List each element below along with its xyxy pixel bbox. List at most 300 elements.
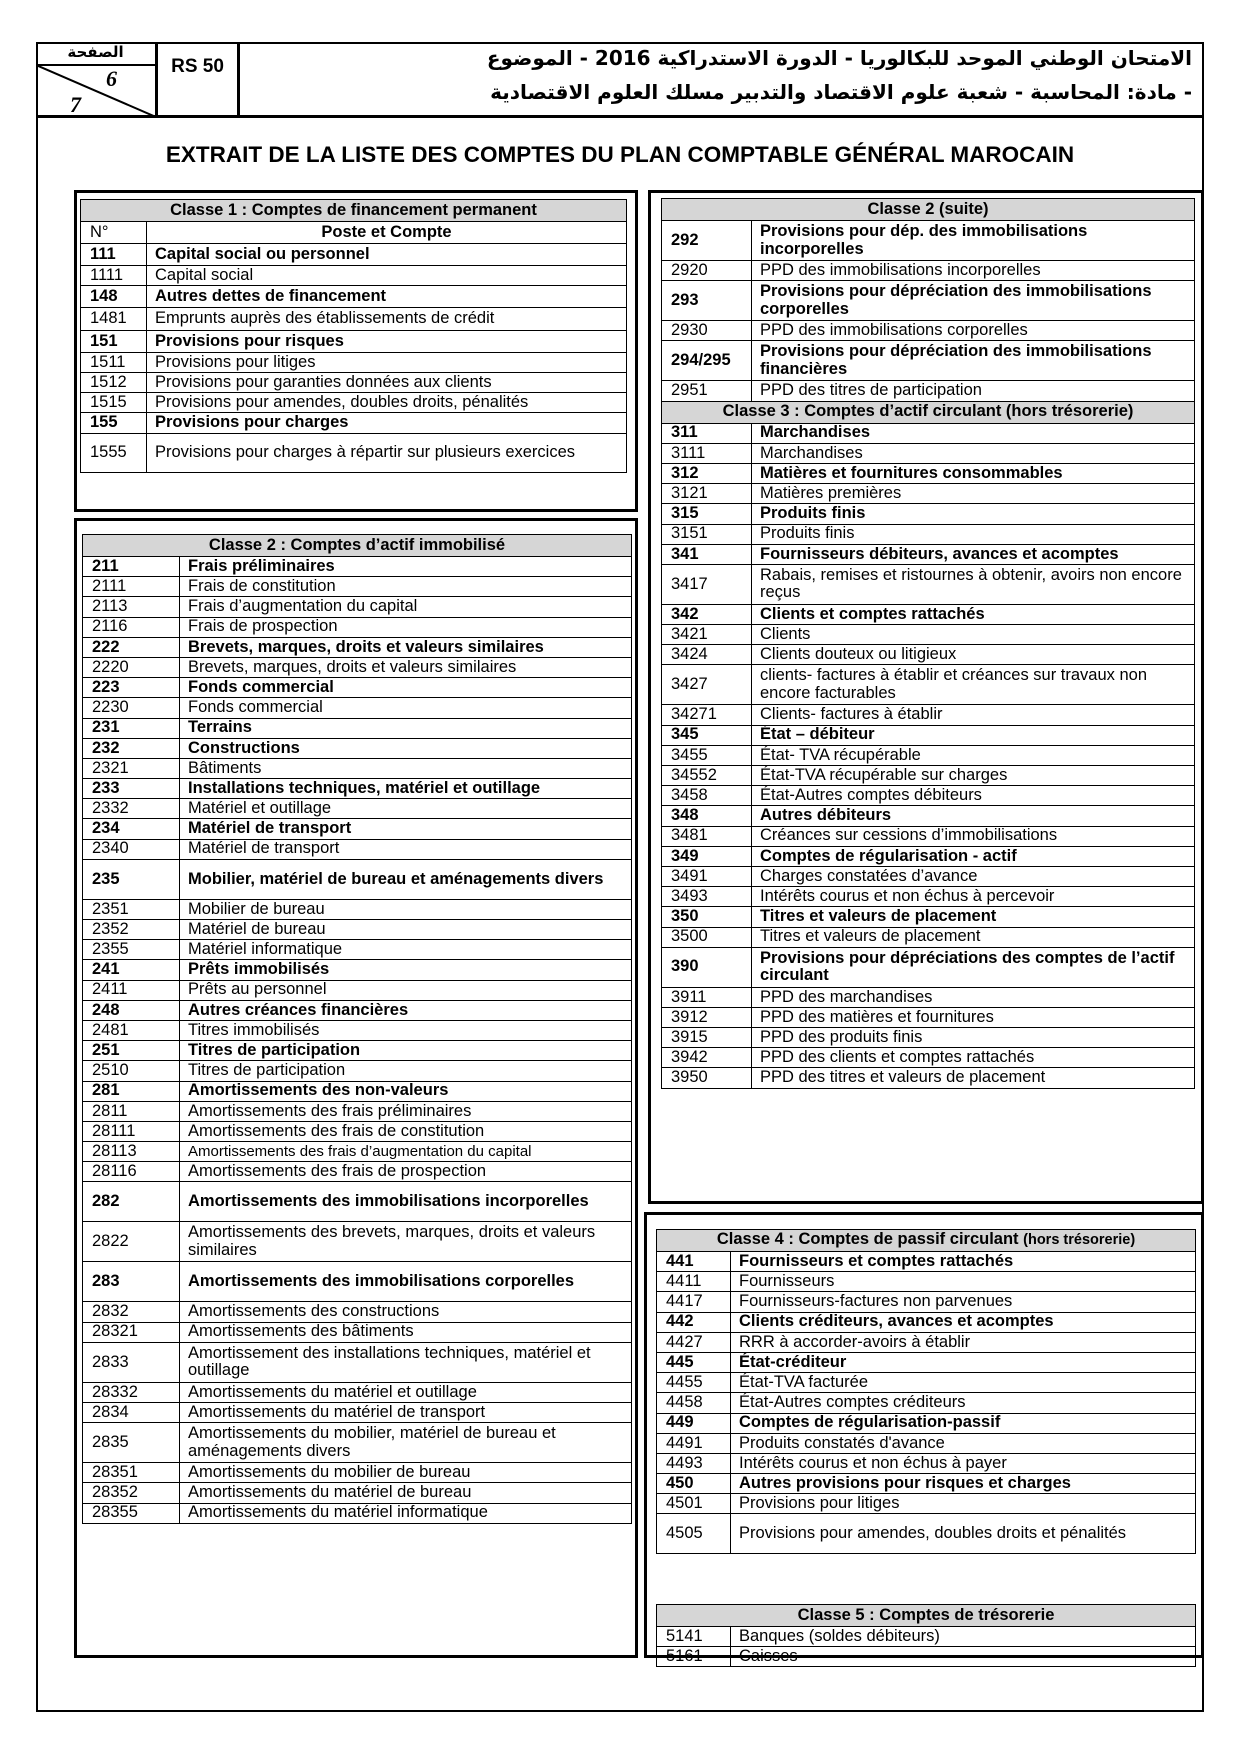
account-code: 3912 xyxy=(662,1007,752,1027)
account-row xyxy=(662,705,1195,725)
account-row xyxy=(83,779,632,799)
account-code: 1515 xyxy=(81,393,147,413)
account-code: 3493 xyxy=(662,887,752,907)
account-row xyxy=(81,244,627,266)
account-name: Matériel informatique xyxy=(180,940,632,960)
class2-box xyxy=(74,518,638,1658)
account-row xyxy=(657,1332,1196,1352)
account-row xyxy=(662,281,1195,321)
exam-code: RS 50 xyxy=(158,42,240,116)
account-row xyxy=(83,799,632,819)
account-name: Provisions pour dépréciation des immobilisations financières xyxy=(752,341,1195,381)
account-code: 148 xyxy=(81,286,147,308)
account-name: Provisions pour amendes, doubles droits, pénalités xyxy=(147,393,627,413)
account-row xyxy=(657,1292,1196,1312)
account-name: Autres provisions pour risques et charges xyxy=(731,1474,1196,1494)
account-name: Fournisseurs-factures non parvenues xyxy=(731,1292,1196,1312)
account-code: 1111 xyxy=(81,266,147,286)
account-row xyxy=(83,1342,632,1382)
account-code: 1555 xyxy=(81,434,147,473)
account-code: 3455 xyxy=(662,745,752,765)
account-code: 28321 xyxy=(83,1322,180,1342)
account-name: Frais de constitution xyxy=(180,577,632,597)
account-name: Produits finis xyxy=(752,504,1195,524)
account-code: 28111 xyxy=(83,1121,180,1141)
account-row xyxy=(83,1101,632,1121)
account-name: Provisions pour litiges xyxy=(147,353,627,373)
account-row xyxy=(83,1503,632,1523)
account-row xyxy=(83,1222,632,1262)
account-row xyxy=(83,940,632,960)
account-name: Amortissements des frais d’augmentation du capital xyxy=(180,1142,632,1162)
account-name: État-TVA récupérable sur charges xyxy=(752,766,1195,786)
account-name: RRR à accorder-avoirs à établir xyxy=(731,1332,1196,1352)
account-row xyxy=(657,1433,1196,1453)
account-code: 232 xyxy=(83,738,180,758)
account-code: 4458 xyxy=(657,1393,731,1413)
account-row xyxy=(662,463,1195,483)
account-name: Constructions xyxy=(180,738,632,758)
account-row xyxy=(83,1041,632,1061)
account-row xyxy=(83,577,632,597)
account-code: 233 xyxy=(83,779,180,799)
account-row xyxy=(657,1647,1196,1667)
account-code: 3121 xyxy=(662,484,752,504)
account-name: Clients xyxy=(752,625,1195,645)
account-code: 2811 xyxy=(83,1101,180,1121)
account-name: Capital social xyxy=(147,266,627,286)
account-row xyxy=(662,947,1195,987)
page-label: الصفحة xyxy=(67,43,124,61)
class5-table xyxy=(656,1604,1196,1667)
account-row xyxy=(83,597,632,617)
account-code: 445 xyxy=(657,1352,731,1372)
account-row xyxy=(83,1262,632,1302)
account-code: 4501 xyxy=(657,1494,731,1514)
page-total: 7 xyxy=(70,92,81,116)
exam-subject-arabic: - مادة: المحاسبة - شعبة علوم الاقتصاد والتدبير مسلك العلوم الاقتصادية xyxy=(490,80,1192,104)
account-name: Titres et valeurs de placement xyxy=(752,907,1195,927)
class3-box xyxy=(648,190,1204,1204)
account-code: 3942 xyxy=(662,1048,752,1068)
account-row xyxy=(83,1000,632,1020)
account-code: 2481 xyxy=(83,1020,180,1040)
account-name: Amortissements des non-valeurs xyxy=(180,1081,632,1101)
account-row xyxy=(662,987,1195,1007)
class2-title: Classe 2 : Comptes d’actif immobilisé xyxy=(83,535,632,557)
account-name: Capital social ou personnel xyxy=(147,244,627,266)
account-code: 348 xyxy=(662,806,752,826)
account-name: Intérêts courus et non échus à payer xyxy=(731,1453,1196,1473)
account-name: Caisses xyxy=(731,1647,1196,1667)
account-code: 4493 xyxy=(657,1453,731,1473)
account-code: 251 xyxy=(83,1041,180,1061)
account-row xyxy=(662,907,1195,927)
account-name: Clients- factures à établir xyxy=(752,705,1195,725)
account-code: 4491 xyxy=(657,1433,731,1453)
account-code: 234 xyxy=(83,819,180,839)
account-row xyxy=(657,1352,1196,1372)
account-name: PPD des produits finis xyxy=(752,1028,1195,1048)
account-name: Banques (soldes débiteurs) xyxy=(731,1627,1196,1647)
account-code: 248 xyxy=(83,1000,180,1020)
account-name: État – débiteur xyxy=(752,725,1195,745)
account-row xyxy=(83,960,632,980)
account-row xyxy=(662,866,1195,886)
account-row xyxy=(83,819,632,839)
account-row xyxy=(83,557,632,577)
account-code: 441 xyxy=(657,1252,731,1272)
account-name: État- TVA récupérable xyxy=(752,745,1195,765)
account-row xyxy=(662,504,1195,524)
account-code: 2411 xyxy=(83,980,180,1000)
account-name: Fonds commercial xyxy=(180,698,632,718)
account-row xyxy=(662,645,1195,665)
account-name: Amortissements du mobilier, matériel de bureau et aménagements divers xyxy=(180,1423,632,1463)
account-code: 223 xyxy=(83,678,180,698)
account-name: État-créditeur xyxy=(731,1352,1196,1372)
account-name: PPD des immobilisations incorporelles xyxy=(752,261,1195,281)
account-name: Titres de participation xyxy=(180,1041,632,1061)
account-row xyxy=(83,899,632,919)
class3-title: Classe 3 : Comptes d’actif circulant (hors trésorerie) xyxy=(662,401,1195,423)
account-row xyxy=(83,637,632,657)
account-row xyxy=(662,1028,1195,1048)
account-row xyxy=(81,266,627,286)
account-row xyxy=(662,786,1195,806)
account-name: Fournisseurs et comptes rattachés xyxy=(731,1252,1196,1272)
account-row xyxy=(81,308,627,331)
account-row xyxy=(83,617,632,637)
account-code: 2116 xyxy=(83,617,180,637)
account-code: 28352 xyxy=(83,1483,180,1503)
account-code: 2920 xyxy=(662,261,752,281)
account-row xyxy=(662,665,1195,705)
account-row xyxy=(662,604,1195,624)
account-name: PPD des matières et fournitures xyxy=(752,1007,1195,1027)
account-row xyxy=(83,1142,632,1162)
account-code: 2332 xyxy=(83,799,180,819)
account-name: Brevets, marques, droits et valeurs similaires xyxy=(180,657,632,677)
account-name: Amortissements du matériel de transport xyxy=(180,1403,632,1423)
account-name: Installations techniques, matériel et outillage xyxy=(180,779,632,799)
account-row xyxy=(83,718,632,738)
account-name: Provisions pour dépréciations des comptes de l’actif circulant xyxy=(752,947,1195,987)
account-row xyxy=(662,341,1195,381)
class1-title: Classe 1 : Comptes de financement permanent xyxy=(81,200,627,222)
account-name: PPD des titres et valeurs de placement xyxy=(752,1068,1195,1088)
account-code: 2321 xyxy=(83,758,180,778)
account-row xyxy=(657,1514,1196,1554)
class4-box xyxy=(644,1212,1204,1666)
account-row xyxy=(662,443,1195,463)
account-name: Clients douteux ou litigieux xyxy=(752,645,1195,665)
account-row xyxy=(662,806,1195,826)
account-name: Provisions pour amendes, doubles droits et pénalités xyxy=(731,1514,1196,1554)
account-code: 3950 xyxy=(662,1068,752,1088)
account-row xyxy=(662,544,1195,564)
account-name: Brevets, marques, droits et valeurs similaires xyxy=(180,637,632,657)
account-name: Amortissements des bâtiments xyxy=(180,1322,632,1342)
class5-title: Classe 5 : Comptes de trésorerie xyxy=(657,1605,1196,1627)
account-name: Provisions pour garanties données aux clients xyxy=(147,373,627,393)
account-code: 34271 xyxy=(662,705,752,725)
account-name: Autres dettes de financement xyxy=(147,286,627,308)
account-name: Provisions pour dépréciation des immobilisations corporelles xyxy=(752,281,1195,321)
account-name: Amortissements du mobilier de bureau xyxy=(180,1463,632,1483)
account-name: Amortissements des immobilisations corporelles xyxy=(180,1262,632,1302)
account-name: Autres débiteurs xyxy=(752,806,1195,826)
class1-box xyxy=(74,190,638,512)
class2-table xyxy=(82,534,632,1524)
account-name: Clients et comptes rattachés xyxy=(752,604,1195,624)
page-current: 6 xyxy=(106,66,117,91)
col-code-header: N° xyxy=(81,222,147,244)
account-row xyxy=(81,434,627,473)
account-row xyxy=(83,1423,632,1463)
account-name: Amortissements des frais de constitution xyxy=(180,1121,632,1141)
account-code: 2220 xyxy=(83,657,180,677)
account-name: Clients créditeurs, avances et acomptes xyxy=(731,1312,1196,1332)
account-row xyxy=(662,1048,1195,1068)
account-code: 3111 xyxy=(662,443,752,463)
account-code: 2835 xyxy=(83,1423,180,1463)
account-code: 293 xyxy=(662,281,752,321)
account-name: Amortissements des frais de prospection xyxy=(180,1162,632,1182)
account-code: 2822 xyxy=(83,1222,180,1262)
account-code: 2230 xyxy=(83,698,180,718)
account-name: Titres et valeurs de placement xyxy=(752,927,1195,947)
account-code: 28116 xyxy=(83,1162,180,1182)
account-name: État-Autres comptes débiteurs xyxy=(752,786,1195,806)
class4-title-suffix: (hors trésorerie) xyxy=(1023,1232,1136,1249)
account-row xyxy=(81,413,627,434)
account-row xyxy=(662,725,1195,745)
account-row xyxy=(81,373,627,393)
account-name: Fournisseurs xyxy=(731,1272,1196,1292)
account-code: 2833 xyxy=(83,1342,180,1382)
account-code: 4427 xyxy=(657,1332,731,1352)
account-name: Matières et fournitures consommables xyxy=(752,463,1195,483)
account-code: 282 xyxy=(83,1182,180,1222)
exam-header xyxy=(36,42,1204,118)
account-code: 3491 xyxy=(662,866,752,886)
page-title: EXTRAIT DE LA LISTE DES COMPTES DU PLAN COMPTABLE GÉNÉRAL MAROCAIN xyxy=(165,142,1075,167)
account-name: Fournisseurs débiteurs, avances et acomptes xyxy=(752,544,1195,564)
account-name: Matières premières xyxy=(752,484,1195,504)
account-code: 3424 xyxy=(662,645,752,665)
account-row xyxy=(81,353,627,373)
account-code: 211 xyxy=(83,557,180,577)
account-row xyxy=(662,423,1195,443)
account-row xyxy=(662,221,1195,261)
account-name: Provisions pour litiges xyxy=(731,1494,1196,1514)
account-name: Titres de participation xyxy=(180,1061,632,1081)
account-name: Fonds commercial xyxy=(180,678,632,698)
account-code: 231 xyxy=(83,718,180,738)
col-name-header: Poste et Compte xyxy=(147,222,627,244)
account-name: Amortissements des frais préliminaires xyxy=(180,1101,632,1121)
account-row xyxy=(657,1413,1196,1433)
account-code: 350 xyxy=(662,907,752,927)
account-row xyxy=(662,745,1195,765)
account-code: 3421 xyxy=(662,625,752,645)
account-code: 4411 xyxy=(657,1272,731,1292)
account-row xyxy=(662,1068,1195,1088)
account-code: 5161 xyxy=(657,1647,731,1667)
account-name: Matériel de bureau xyxy=(180,920,632,940)
account-name: Frais de prospection xyxy=(180,617,632,637)
account-name: Mobilier, matériel de bureau et aménagements divers xyxy=(180,859,632,899)
account-row xyxy=(83,1121,632,1141)
account-name: Amortissement des installations techniques, matériel et outillage xyxy=(180,1342,632,1382)
account-code: 449 xyxy=(657,1413,731,1433)
account-row xyxy=(657,1393,1196,1413)
account-name: PPD des immobilisations corporelles xyxy=(752,321,1195,341)
account-code: 2352 xyxy=(83,920,180,940)
account-code: 3151 xyxy=(662,524,752,544)
account-name: PPD des titres de participation xyxy=(752,381,1195,401)
account-code: 222 xyxy=(83,637,180,657)
account-name: Provisions pour dép. des immobilisations incorporelles xyxy=(752,221,1195,261)
account-name: PPD des clients et comptes rattachés xyxy=(752,1048,1195,1068)
account-row xyxy=(83,1162,632,1182)
account-name: Autres créances financières xyxy=(180,1000,632,1020)
exam-title-arabic: الامتحان الوطني الموحد للبكالوريا - الدورة الاستدراكية 2016 - الموضوع xyxy=(486,46,1192,70)
account-code: 3458 xyxy=(662,786,752,806)
account-code: 442 xyxy=(657,1312,731,1332)
account-code: 155 xyxy=(81,413,147,434)
account-row xyxy=(657,1272,1196,1292)
account-name: État-TVA facturée xyxy=(731,1373,1196,1393)
account-code: 2113 xyxy=(83,597,180,617)
account-row xyxy=(83,1081,632,1101)
account-name: Provisions pour charges à répartir sur plusieurs exercices xyxy=(147,434,627,473)
account-code: 281 xyxy=(83,1081,180,1101)
account-code: 2351 xyxy=(83,899,180,919)
account-code: 151 xyxy=(81,331,147,353)
account-row xyxy=(662,321,1195,341)
account-row xyxy=(83,678,632,698)
account-code: 28355 xyxy=(83,1503,180,1523)
account-row xyxy=(83,859,632,899)
account-code: 2355 xyxy=(83,940,180,960)
account-code: 315 xyxy=(662,504,752,524)
page-number-box xyxy=(36,42,158,116)
account-name: Matériel de transport xyxy=(180,819,632,839)
account-row xyxy=(662,887,1195,907)
account-row xyxy=(83,1463,632,1483)
account-row xyxy=(83,1020,632,1040)
account-name: Intérêts courus et non échus à percevoir xyxy=(752,887,1195,907)
account-row xyxy=(83,920,632,940)
account-name: clients- factures à établir et créances sur travaux non encore facturables xyxy=(752,665,1195,705)
class4-table xyxy=(656,1229,1196,1554)
account-row xyxy=(662,766,1195,786)
account-name: Amortissements du matériel informatique xyxy=(180,1503,632,1523)
account-code: 28332 xyxy=(83,1382,180,1402)
account-row xyxy=(83,1302,632,1322)
account-row xyxy=(662,1007,1195,1027)
account-name: Rabais, remises et ristournes à obtenir, avoirs non encore reçus xyxy=(752,564,1195,604)
account-name: État-Autres comptes créditeurs xyxy=(731,1393,1196,1413)
account-code: 235 xyxy=(83,859,180,899)
account-code: 3481 xyxy=(662,826,752,846)
account-row xyxy=(657,1312,1196,1332)
account-name: Marchandises xyxy=(752,423,1195,443)
account-code: 2930 xyxy=(662,321,752,341)
account-code: 1512 xyxy=(81,373,147,393)
account-name: Frais préliminaires xyxy=(180,557,632,577)
account-row xyxy=(83,1483,632,1503)
account-row xyxy=(662,261,1195,281)
class2-suite-title: Classe 2 (suite) xyxy=(662,199,1195,221)
account-name: Produits constatés d'avance xyxy=(731,1433,1196,1453)
account-code: 2951 xyxy=(662,381,752,401)
account-row xyxy=(83,839,632,859)
account-name: Matériel et outillage xyxy=(180,799,632,819)
account-code: 111 xyxy=(81,244,147,266)
account-row xyxy=(662,927,1195,947)
account-row xyxy=(81,331,627,353)
account-code: 1481 xyxy=(81,308,147,331)
account-code: 3500 xyxy=(662,927,752,947)
account-code: 3427 xyxy=(662,665,752,705)
account-name: Bâtiments xyxy=(180,758,632,778)
account-code: 2340 xyxy=(83,839,180,859)
account-row xyxy=(662,484,1195,504)
account-name: Matériel de transport xyxy=(180,839,632,859)
account-code: 283 xyxy=(83,1262,180,1302)
account-code: 450 xyxy=(657,1474,731,1494)
class1-table xyxy=(80,199,627,473)
account-row xyxy=(662,524,1195,544)
account-row xyxy=(83,738,632,758)
account-name: Provisions pour risques xyxy=(147,331,627,353)
diagonal-divider xyxy=(36,65,156,116)
account-row xyxy=(83,1182,632,1222)
account-row xyxy=(83,1061,632,1081)
account-name: Créances sur cessions d’immobilisations xyxy=(752,826,1195,846)
account-name: Produits finis xyxy=(752,524,1195,544)
account-code: 349 xyxy=(662,846,752,866)
account-name: Emprunts auprès des établissements de crédit xyxy=(147,308,627,331)
account-code: 34552 xyxy=(662,766,752,786)
account-row xyxy=(657,1474,1196,1494)
account-name: Frais d’augmentation du capital xyxy=(180,597,632,617)
account-row xyxy=(83,698,632,718)
account-row xyxy=(83,1322,632,1342)
account-name: Prêts immobilisés xyxy=(180,960,632,980)
account-name: Amortissements des immobilisations incorporelles xyxy=(180,1182,632,1222)
account-name: Titres immobilisés xyxy=(180,1020,632,1040)
account-name: Amortissements du matériel de bureau xyxy=(180,1483,632,1503)
account-row xyxy=(83,657,632,677)
account-row xyxy=(81,286,627,308)
account-row xyxy=(662,826,1195,846)
account-code: 2111 xyxy=(83,577,180,597)
account-row xyxy=(657,1494,1196,1514)
account-row xyxy=(662,846,1195,866)
account-code: 294/295 xyxy=(662,341,752,381)
account-name: Terrains xyxy=(180,718,632,738)
account-name: Comptes de régularisation-passif xyxy=(731,1413,1196,1433)
account-name: Amortissements du matériel et outillage xyxy=(180,1382,632,1402)
account-code: 241 xyxy=(83,960,180,980)
account-row xyxy=(657,1252,1196,1272)
account-row xyxy=(81,393,627,413)
account-code: 4455 xyxy=(657,1373,731,1393)
